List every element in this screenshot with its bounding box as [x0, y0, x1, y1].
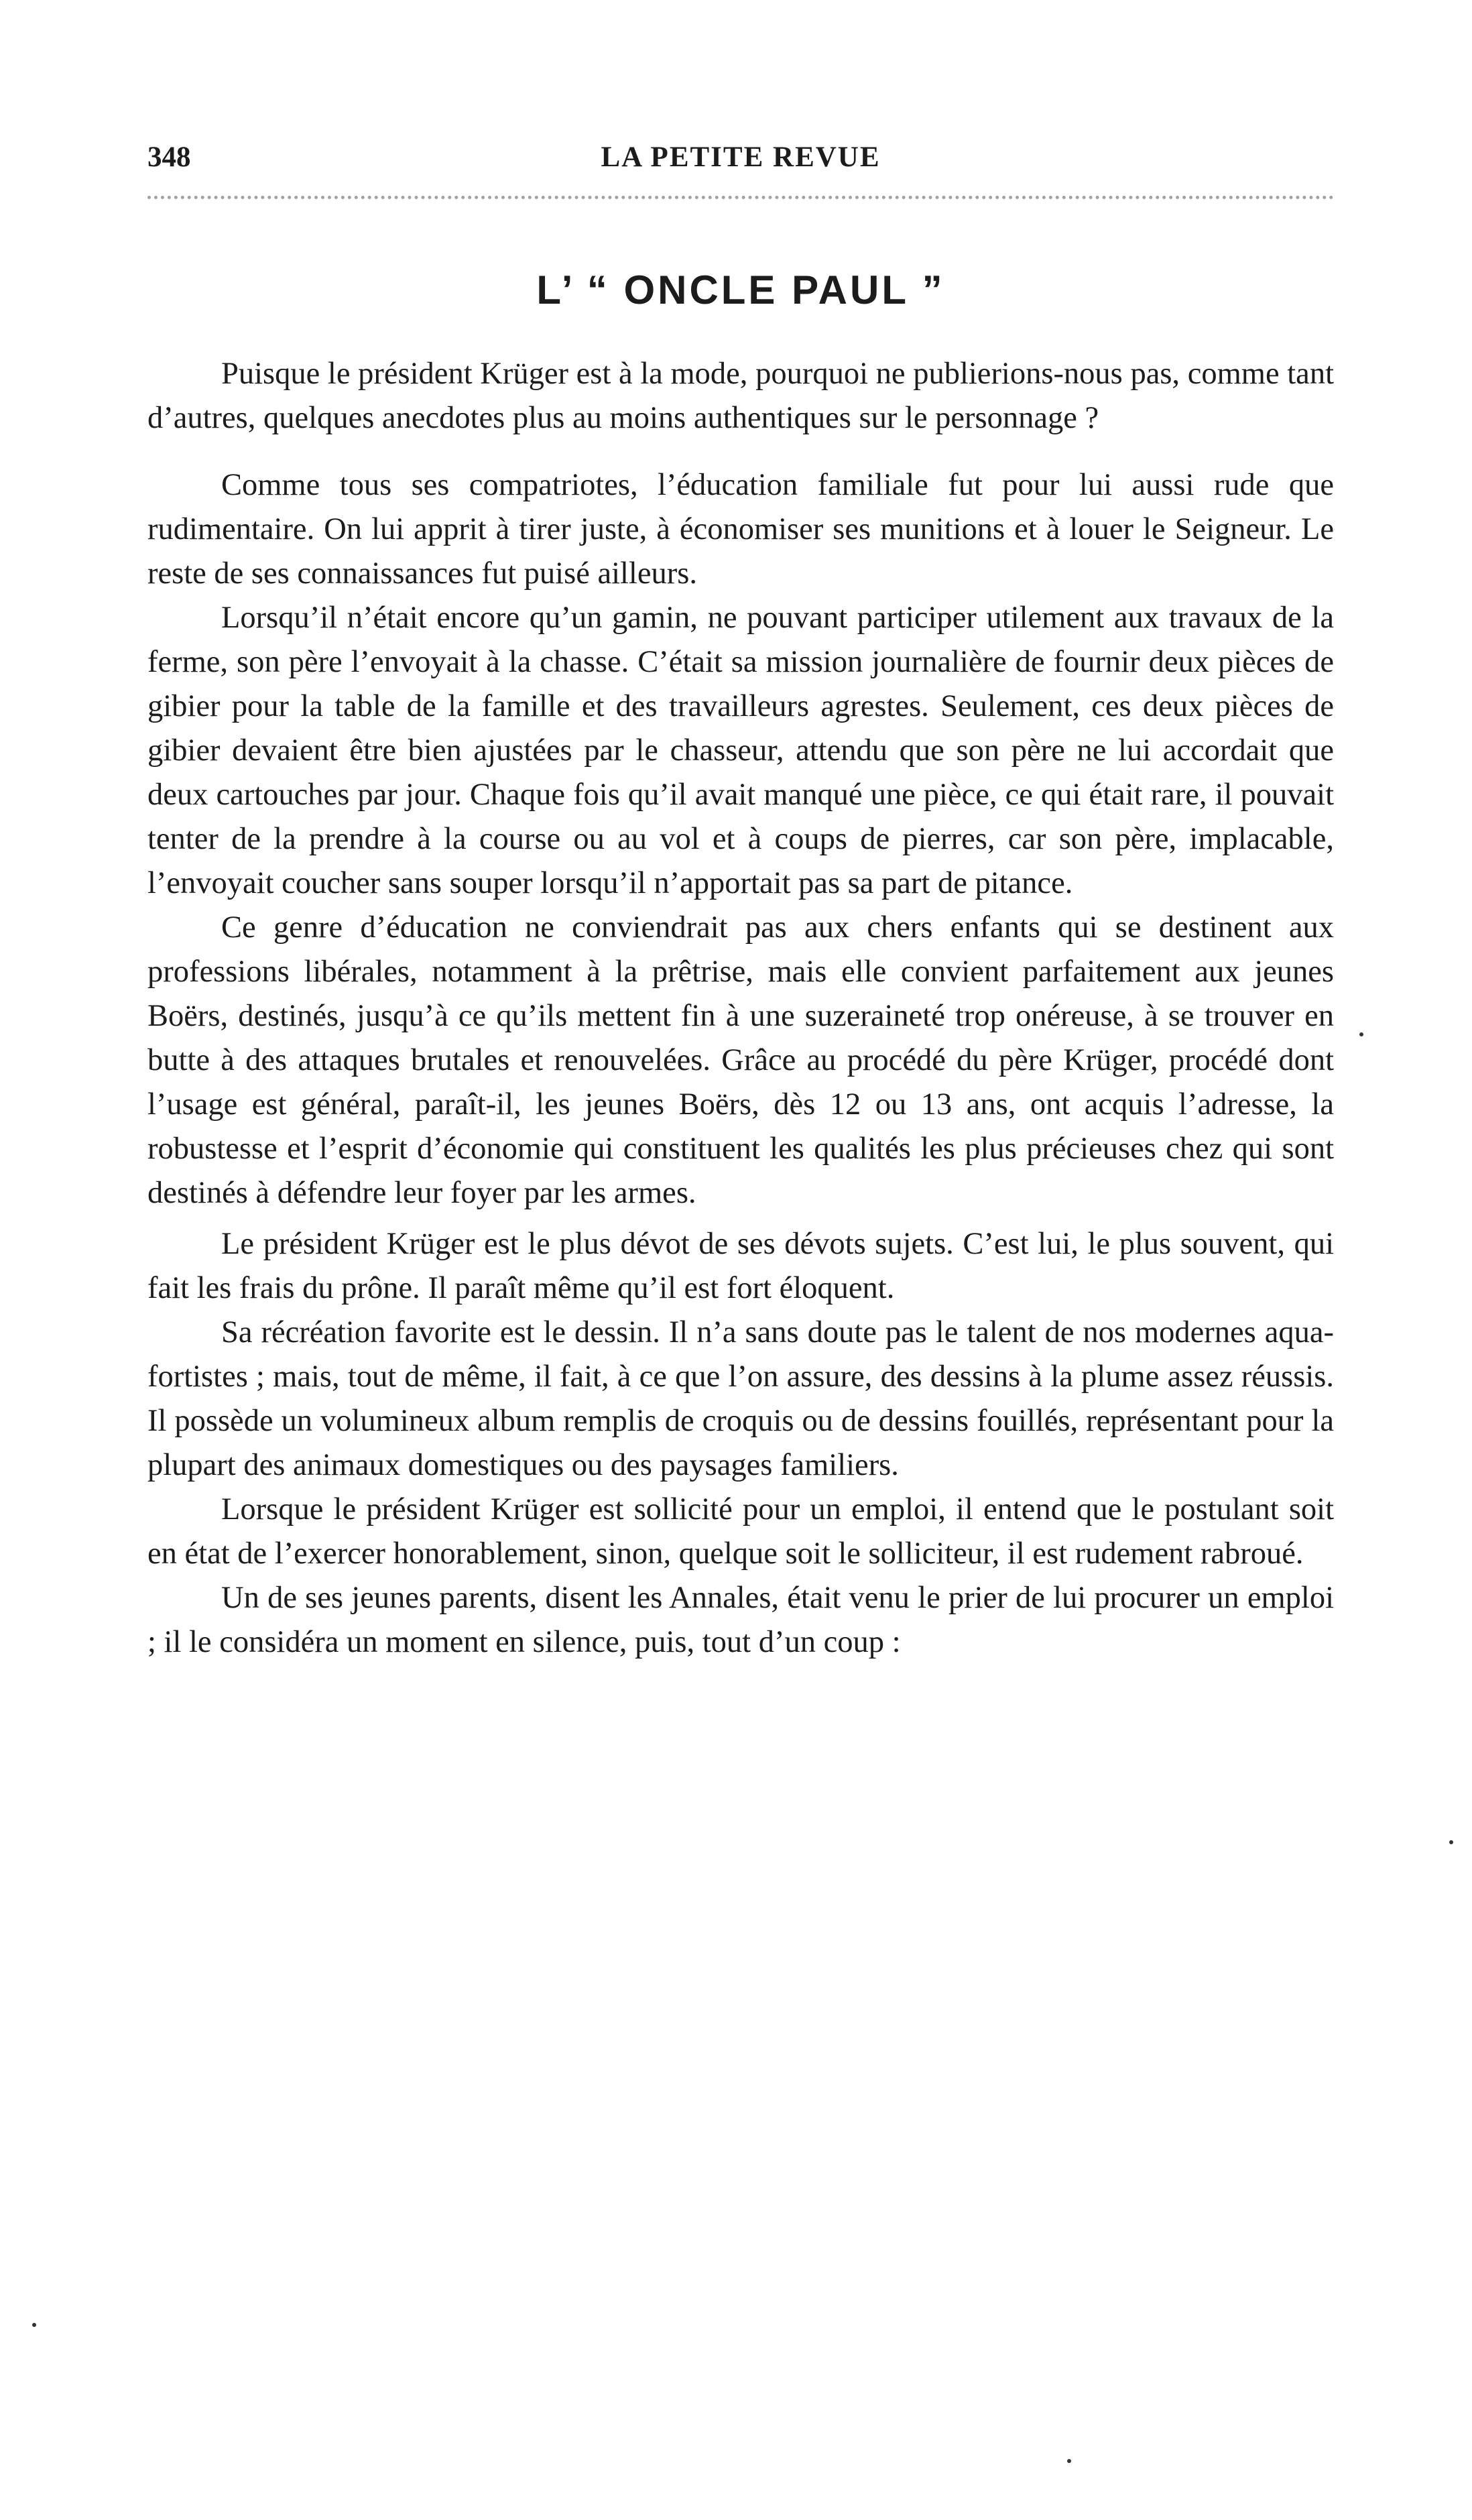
page-number: 348 — [147, 141, 191, 173]
scan-speck — [1067, 2459, 1071, 2463]
paragraph: Un de ses jeunes parents, disent les Annales, était venu le prier de lui procurer un emploi ; il le considéra un moment en silence, puis, tout d’un coup : — [147, 1581, 1334, 1659]
header-rule — [147, 196, 1334, 203]
journal-name: LA PETITE REVUE — [601, 141, 881, 173]
paragraph: Sa récréation favorite est le dessin. Il n’a sans doute pas le talent de nos modernes aqua-fortistes ; mais, tout de même, il fait, à ce que l’on assure, des dessins à la plume assez réussis. Il possède un volumineux album remplis de croquis ou de dessins fouillés, représentant pour la plupart des animaux domestiques ou des paysages familiers. — [147, 1315, 1334, 1482]
scan-speck — [1359, 1032, 1363, 1036]
book-page — [147, 134, 1334, 1665]
article-title: L’ “ ONCLE PAUL ” — [536, 267, 945, 312]
paragraph: Comme tous ses compatriotes, l’éducation familiale fut pour lui aussi rude que rudimentaire. On lui apprit à tirer juste, à économiser ses munitions et à louer le Seigneur. Le reste de ses connaissances fut puisé ailleurs. — [147, 468, 1334, 591]
scan-speck — [32, 2323, 36, 2327]
article-body — [147, 352, 1334, 1665]
paragraph: Puisque le président Krüger est à la mode, pourquoi ne publierions-nous pas, comme tant d’autres, quelques anecdotes plus au moins authentiques sur le personnage ? — [147, 357, 1334, 435]
paragraph: Lorsqu’il n’était encore qu’un gamin, ne pouvant participer utilement aux travaux de la ferme, son père l’envoyait à la chasse. C’était sa mission journalière de fournir deux pièces de gibier pour la table de la famille et des travailleurs agrestes. Seulement, ces deux pièces de gibier devaient être bien ajustées par le chasseur, attendu que son père ne lui accordait que deux cartouches par jour. Chaque fois qu’il avait manqué une pièce, ce qui était rare, il pouvait tenter de la prendre à la course ou au vol et à coups de pierres, car son père, implacable, l’envoyait coucher sans souper lorsqu’il n’apportait pas sa part de pitance. — [147, 601, 1334, 900]
paragraph: Le président Krüger est le plus dévot de ses dévots sujets. C’est lui, le plus souvent, qui fait les frais du prône. Il paraît même qu’il est fort éloquent. — [147, 1227, 1334, 1305]
scan-speck — [1449, 1840, 1453, 1844]
running-head — [147, 134, 1334, 181]
paragraph: Lorsque le président Krüger est sollicité pour un emploi, il entend que le postulant soit en état de l’exercer honorablement, sinon, quelque soit le solliciteur, il est rudement rabroué. — [147, 1492, 1334, 1571]
paragraph: Ce genre d’éducation ne conviendrait pas aux chers enfants qui se destinent aux professions libérales, notamment à la prêtrise, mais elle convient parfaitement aux jeunes Boërs, destinés, jusqu’à ce qu’ils mettent fin à une suzeraineté trop onéreuse, à se trouver en butte à des attaques brutales et renouvelées. Grâce au procédé du père Krüger, procédé dont l’usage est général, paraît-il, les jeunes Boërs, dès 12 ou 13 ans, ont acquis l’adresse, la robustesse et l’esprit d’économie qui constituent les qualités les plus précieuses chez qui sont destinés à défendre leur foyer par les armes. — [147, 910, 1334, 1210]
